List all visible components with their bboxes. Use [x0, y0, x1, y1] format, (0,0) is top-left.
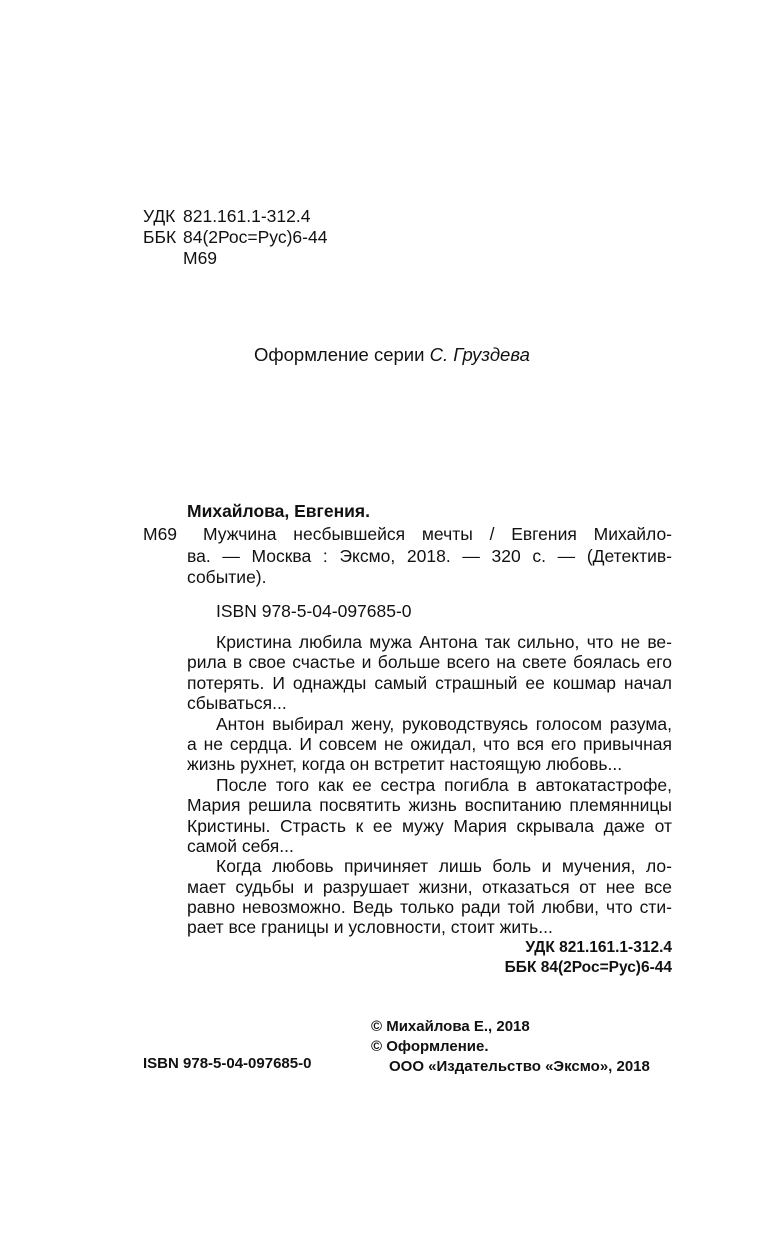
series-design-label: Оформление серии — [254, 344, 425, 365]
udk-value: 821.161.1-312.4 — [183, 206, 311, 226]
bbk-row — [143, 227, 327, 248]
bbk-label: ББК — [143, 227, 177, 247]
copyright-design: © Оформление. — [371, 1038, 489, 1055]
author-mark-row — [143, 248, 327, 269]
copyright-publisher: ООО «Издательство «Эксмо», 2018 — [389, 1058, 650, 1075]
annotation-line: Мария решила посвятить жизнь воспитанию племянницы — [187, 795, 672, 816]
annotation-line: Когда любовь причиняет лишь боль и мучения, ло- — [216, 856, 672, 877]
catalog-isbn: ISBN 978-5-04-097685-0 — [216, 601, 412, 621]
copyright-block — [371, 1017, 650, 1077]
annotation-line: рила в свое счастье и больше всего на свете боялась его — [187, 652, 672, 673]
udk-row — [143, 206, 327, 227]
catalog-mark: М69 — [143, 524, 178, 544]
footer-udk: УДК 821.161.1-312.4 — [525, 939, 672, 956]
catalog-title-line: Мужчина несбывшейся мечты / Евгения Михайло- — [203, 524, 672, 544]
bottom-isbn: ISBN 978-5-04-097685-0 — [143, 1055, 312, 1072]
udk-label: УДК — [143, 206, 176, 226]
footer-codes — [420, 938, 672, 978]
annotation-line: а не сердца. И совсем не ожидал, что вся его привычная — [187, 733, 672, 754]
annotation-line: Антон выбирал жену, руководствуясь голосом разума, — [216, 713, 672, 734]
classification-block — [143, 206, 327, 269]
annotation — [187, 632, 672, 938]
annotation-line: самой себя... — [187, 835, 294, 856]
annotation-line: потерять. И однажды самый страшный ее кошмар начал — [187, 672, 672, 693]
catalog-title-line: ва. — Москва : Эксмо, 2018. — 320 с. — (Детектив- — [187, 545, 672, 566]
annotation-line: мает судьбы и разрушает жизни, отказаться от нее все — [187, 876, 672, 897]
author-mark: М69 — [183, 248, 218, 268]
annotation-line: После того как ее сестра погибла в автокатастрофе, — [216, 774, 672, 795]
catalog-title-block — [187, 524, 672, 589]
annotation-line: сбываться... — [187, 693, 287, 714]
copyright-author: © Михайлова Е., 2018 — [371, 1018, 530, 1035]
annotation-line: Кристины. Страсть к ее мужу Мария скрывала даже от — [187, 815, 672, 836]
bbk-value: 84(2Рос=Рус)6-44 — [183, 227, 328, 247]
annotation-line: рает все границы и условности, стоит жить... — [187, 917, 553, 938]
annotation-line: жизнь рухнет, когда он встретит настоящую любовь... — [187, 754, 623, 775]
series-designer-name: С. Груздева — [429, 344, 530, 365]
catalog-title-line: событие). — [187, 567, 267, 587]
footer-bbk: ББК 84(2Рос=Рус)6-44 — [504, 959, 672, 976]
annotation-line: равно невозможно. Ведь только ради той любви, что сти- — [187, 897, 672, 918]
series-design-credit — [254, 344, 530, 366]
annotation-line: Кристина любила мужа Антона так сильно, что не ве- — [216, 632, 672, 652]
catalog-author-heading: Михайлова, Евгения. — [187, 501, 370, 521]
